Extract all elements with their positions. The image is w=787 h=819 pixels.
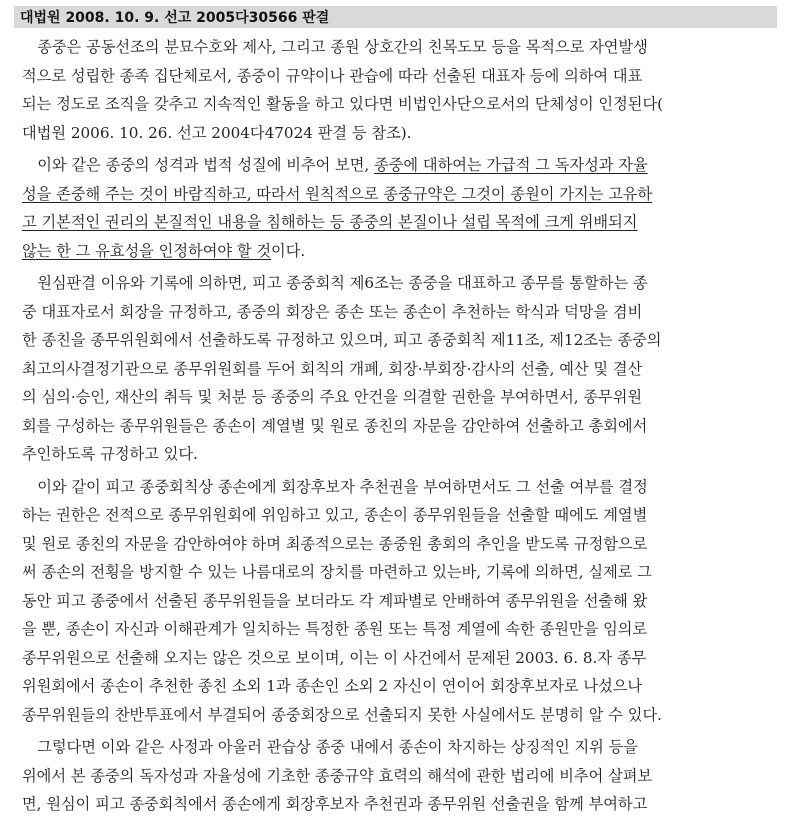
text-segment: 적으로 성립한 종족 집단체로서, 종중이 규약이나 관습에 따라 선출된 대표자 등에 의하여 대표 [22, 66, 643, 85]
text-segment: 그렇다면 이와 같은 사정과 아울러 관습상 종중 내에서 종손이 차지하는 상징적인 지위 등을 [22, 738, 638, 756]
text-segment: 종무위원들의 찬반투표에서 부결되어 종중회장으로 선출되지 못한 사실에서도 분명히 알 수 있다. [22, 705, 662, 724]
text-line [22, 383, 777, 412]
text-line [22, 298, 777, 327]
text-segment: 의 심의·승인, 재산의 취득 및 처분 등 종중의 주요 안건을 의결할 권한을 부여하면서, 종무위원 [22, 388, 643, 406]
text-segment: 을 뿐, 종손이 자신과 이해관계가 일치하는 특정한 종원 또는 특정 계열에 속한 종원만을 임의로 [22, 620, 648, 638]
text-line [22, 530, 777, 559]
judgment-body [22, 33, 777, 819]
paragraph [22, 33, 777, 147]
text-line [22, 440, 777, 469]
text-line [22, 355, 777, 384]
text-segment: 위원회에서 종손이 추천한 종친 소외 1과 종손인 소외 2 자신이 연이어 회장후보자로 나섰으나 [22, 677, 643, 695]
text-segment: 대법원 2006. 10. 26. 선고 2004다47024 판결 등 참조). [22, 123, 412, 142]
text-line [22, 62, 777, 91]
underlined-text: 종중에 대하여는 가급적 그 독자성과 자율 [374, 156, 648, 174]
text-segment: 하는 권한은 전적으로 종무위원회에 위임하고 있고, 종손이 종무위원들을 선출할 때에도 계열별 [22, 506, 648, 524]
text-line [22, 151, 777, 180]
underlined-text: 성을 존중해 주는 것이 바람직하고, 따라서 원칙적으로 종중규약은 그것이 종원이 가지는 고유하 [22, 184, 653, 203]
text-segment: 및 원로 종친의 자문을 감안하여야 하며 최종적으로는 종중원 총회의 추인을 받도록 규정함으로 [22, 534, 648, 553]
text-line [22, 269, 777, 298]
text-segment: 추인하도록 규정하고 있다. [22, 445, 198, 463]
text-line [22, 790, 777, 819]
case-header-bar [14, 6, 777, 28]
text-segment: 최고의사결정기관으로 종무위원회를 두어 회칙의 개폐, 회장·부회장·감사의 선출, 예산 및 결산 [22, 359, 643, 378]
text-segment: 이와 같은 종중의 성격과 법적 성질에 비추어 보면, [22, 156, 375, 174]
text-segment: 종중은 공동선조의 분묘수호와 제사, 그리고 종원 상호간의 친목도모 등을 목적으로 자연발생 [22, 38, 648, 56]
text-segment: 한 종친을 종무위원회에서 선출하도록 규정하고 있으며, 피고 종중회칙 제11조, 제12조는 종중의 [22, 331, 662, 349]
text-segment: 동안 피고 종중에서 선출된 종무위원들을 보더라도 각 계파별로 안배하여 종무위원을 선출해 왔 [22, 591, 648, 610]
text-line [22, 615, 777, 644]
text-line [22, 762, 777, 791]
underlined-text: 고 기본적인 권리의 본질적인 내용을 침해하는 등 종중의 본질이나 설립 목적에 크게 위배되지 [22, 213, 638, 231]
text-segment: 회를 구성하는 종무위원들은 종손이 계열별 및 원로 종친의 자문을 감안하여 선출하고 총회에서 [22, 416, 648, 435]
text-line [22, 119, 777, 148]
text-line [22, 733, 777, 762]
text-line [22, 180, 777, 209]
text-line [22, 701, 777, 730]
text-segment: 종무위원으로 선출해 오지는 않은 것으로 보이며, 이는 이 사건에서 문제된 2003. 6. 8.자 종무 [22, 648, 647, 667]
text-segment: 원심판결 이유와 기록에 의하면, 피고 종중회칙 제6조는 종중을 대표하고 종무를 통할하는 종 [22, 274, 648, 292]
text-line [22, 473, 777, 502]
text-segment: 위에서 본 종중의 독자성과 자율성에 기초한 종중규약 효력의 해석에 관한 법리에 비추어 살펴보 [22, 766, 653, 785]
text-segment: 써 종손의 전횡을 방지할 수 있는 나름대로의 장치를 마련하고 있는바, 기록에 의하면, 실제로 그 [22, 563, 652, 581]
text-line [22, 644, 777, 673]
paragraph [22, 151, 777, 265]
paragraph [22, 733, 777, 819]
text-segment: 중 대표자로서 회장을 규정하고, 종중의 회장은 종손 또는 종손이 추천하는 학식과 덕망을 겸비 [22, 302, 643, 321]
text-line [22, 33, 777, 62]
text-line [22, 237, 777, 266]
paragraph [22, 473, 777, 730]
text-segment: 이다. [271, 241, 306, 260]
underlined-text: 않는 한 그 유효성을 인정하여야 할 것 [22, 241, 272, 260]
paragraph [22, 269, 777, 469]
case-title: 대법원 2008. 10. 9. 선고 2005다30566 판결 [20, 10, 330, 26]
text-line [22, 558, 777, 587]
text-line [22, 90, 777, 119]
text-segment: 면, 원심이 피고 종중회칙에서 종손에게 회장후보자 추천권과 종무위원 선출권을 함께 부여하고 [22, 795, 648, 813]
text-segment: 이와 같이 피고 종중회칙상 종손에게 회장후보자 추천권을 부여하면서도 그 선출 여부를 결정 [22, 477, 648, 496]
text-line [22, 326, 777, 355]
text-line [22, 412, 777, 441]
text-line [22, 208, 777, 237]
text-line [22, 501, 777, 530]
text-line [22, 587, 777, 616]
text-line [22, 672, 777, 701]
text-segment: 되는 정도로 조직을 갖추고 지속적인 활동을 하고 있다면 비법인사단으로서의 단체성이 인정된다( [22, 95, 664, 113]
